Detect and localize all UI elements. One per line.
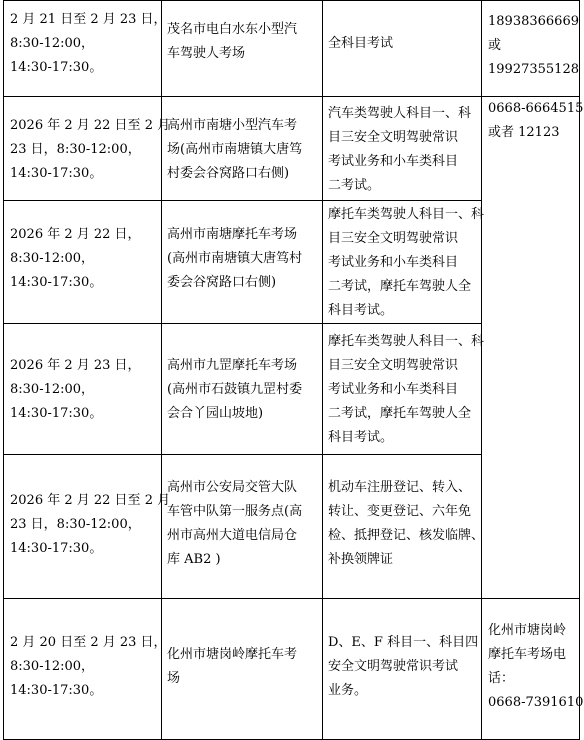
time-line: 8:30-12:00， bbox=[10, 251, 95, 266]
phone-line: 或者 12123 bbox=[488, 125, 560, 140]
time-line: 2 月 20 日至 2 月 23 日， bbox=[10, 635, 167, 650]
time-line: 2026 年 2 月 22 日， bbox=[10, 227, 141, 242]
place-line: (高州市南塘镇大唐笃村 bbox=[167, 251, 303, 266]
time-line: 8:30-12:00， bbox=[10, 382, 95, 397]
phone-line: 或 bbox=[488, 38, 502, 53]
phone-cell bbox=[482, 599, 584, 740]
time-line: 2026 年 2 月 22 日至 2 月 bbox=[10, 118, 171, 133]
items-line: 业务。 bbox=[328, 683, 368, 698]
items-line: 摩托车类驾驶人科目一、科 bbox=[328, 207, 485, 222]
time-cell bbox=[4, 201, 162, 324]
items-line: 机动车注册登记、转入、 bbox=[328, 480, 472, 495]
place-cell bbox=[162, 1, 323, 97]
time-line: 14:30-17:30。 bbox=[10, 683, 103, 698]
table-row bbox=[4, 1, 580, 97]
place-line: 化州市塘岗岭摩托车考 bbox=[167, 647, 298, 662]
items-line: 考试业务和小车类科目 bbox=[328, 154, 459, 169]
place-line: 高州市公安局交管大队 bbox=[167, 480, 298, 495]
items-line: 二考试，摩托车驾驶人全 bbox=[328, 279, 472, 294]
items-line: 摩托车类驾驶人科目一、科 bbox=[328, 334, 485, 349]
table-row bbox=[4, 97, 580, 201]
items-line: 目三安全文明驾驶常识 bbox=[328, 130, 459, 145]
phone-cell bbox=[482, 1, 580, 97]
place-line: 车管中队第一服务点(高 bbox=[167, 504, 303, 519]
items-line: 考试业务和小车类科目 bbox=[328, 382, 459, 397]
time-line: 8:30-12:00， bbox=[10, 36, 95, 51]
place-line: 场 bbox=[167, 671, 181, 686]
phone-line: 0668-6664515 bbox=[488, 101, 584, 116]
time-line: 14:30-17:30。 bbox=[10, 166, 103, 181]
place-cell bbox=[162, 455, 323, 599]
items-line: 考试业务和小车类科目 bbox=[328, 255, 459, 270]
items-cell bbox=[323, 201, 485, 324]
items-cell bbox=[323, 1, 482, 97]
time-line: 2026 年 2 月 22 日至 2 月 bbox=[10, 493, 171, 508]
items-line: 目三安全文明驾驶常识 bbox=[328, 358, 459, 373]
items-cell bbox=[323, 324, 485, 455]
items-line: 二考试。 bbox=[328, 178, 381, 193]
place-line: 州市高州大道电信局仓 bbox=[167, 528, 298, 543]
table-row bbox=[4, 599, 580, 740]
place-line: (高州市石鼓镇九罡村委 bbox=[167, 382, 303, 397]
place-line: 库 AB2 ) bbox=[167, 552, 221, 567]
place-line: 委会谷窝路口右侧) bbox=[167, 275, 277, 290]
place-line: 高州市南塘摩托车考场 bbox=[167, 227, 298, 242]
items-line: 转让、变更登记、六年免 bbox=[328, 504, 472, 519]
place-cell bbox=[162, 324, 323, 455]
items-line: D、E、F 科目一、科目四 bbox=[328, 635, 479, 650]
time-line: 14:30-17:30。 bbox=[10, 275, 103, 290]
place-line: 高州市九罡摩托车考场 bbox=[167, 358, 298, 373]
items-cell bbox=[323, 97, 482, 201]
phone-line: 19927355128 bbox=[488, 62, 579, 77]
items-line: 科目考试。 bbox=[328, 430, 394, 445]
items-line: 全科目考试 bbox=[328, 36, 394, 51]
time-cell bbox=[4, 97, 171, 201]
phone-line: 话： bbox=[488, 671, 515, 686]
place-line: 车驾驶人考场 bbox=[167, 46, 246, 61]
items-cell bbox=[323, 599, 482, 740]
time-line: 14:30-17:30。 bbox=[10, 60, 103, 75]
phone-line: 摩托车考场电 bbox=[488, 647, 567, 662]
items-line: 汽车类驾驶人科目一、科 bbox=[328, 106, 472, 121]
time-line: 2 月 21 日至 2 月 23 日， bbox=[10, 12, 167, 27]
phone-cell-merged bbox=[482, 97, 584, 599]
items-line: 目三安全文明驾驶常识 bbox=[328, 231, 459, 246]
time-cell bbox=[4, 324, 162, 455]
time-cell bbox=[4, 1, 167, 97]
place-cell bbox=[162, 201, 323, 324]
place-cell bbox=[162, 97, 323, 201]
time-cell bbox=[4, 455, 171, 599]
schedule-table bbox=[3, 0, 584, 740]
time-line: 23 日，8:30-12:00， bbox=[10, 142, 141, 157]
time-line: 14:30-17:30。 bbox=[10, 406, 103, 421]
items-line: 二考试，摩托车驾驶人全 bbox=[328, 406, 472, 421]
place-line: 村委会谷窝路口右侧) bbox=[167, 166, 290, 181]
items-cell bbox=[323, 455, 485, 599]
phone-line: 0668-7391610 bbox=[488, 695, 584, 710]
items-line: 检、抵押登记、核发临牌、 bbox=[328, 528, 485, 543]
items-line: 安全文明驾驶常识考试 bbox=[328, 659, 459, 674]
place-line: 场(高州市南塘镇大唐笃 bbox=[167, 142, 303, 157]
phone-line: 化州市塘岗岭 bbox=[488, 623, 567, 638]
place-line: 高州市南塘小型汽车考 bbox=[167, 118, 298, 133]
phone-line: 18938366669 bbox=[488, 14, 579, 29]
place-cell bbox=[162, 599, 323, 740]
time-cell bbox=[4, 599, 167, 740]
items-line: 科目考试。 bbox=[328, 303, 394, 318]
place-line: 茂名市电白水东小型汽 bbox=[167, 22, 298, 37]
time-line: 8:30-12:00， bbox=[10, 659, 95, 674]
time-line: 2026 年 2 月 23 日， bbox=[10, 358, 141, 373]
time-line: 14:30-17:30。 bbox=[10, 541, 103, 556]
items-line: 补换领牌证 bbox=[328, 552, 394, 567]
time-line: 23 日，8:30-12:00， bbox=[10, 517, 141, 532]
place-line: 会合丫园山坡地) bbox=[167, 406, 264, 421]
